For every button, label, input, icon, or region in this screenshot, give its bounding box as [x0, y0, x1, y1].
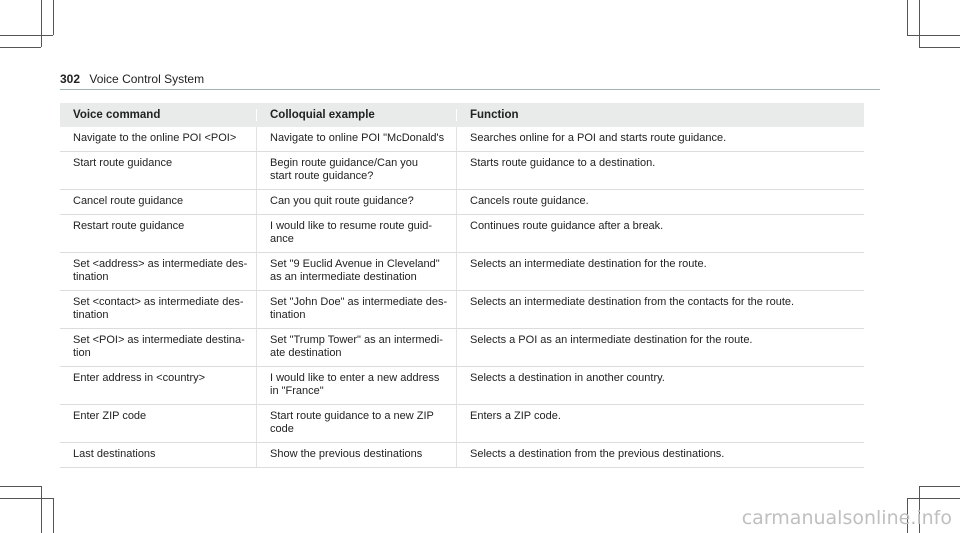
crop-mark: [0, 498, 53, 499]
table-cell: Set <address> as intermediate des- tination: [73, 258, 248, 283]
column-header: Colloquial example: [256, 109, 456, 121]
voice-command-table: [60, 103, 864, 468]
crop-mark: [0, 47, 41, 48]
table-cell: Last destinations: [73, 448, 156, 460]
crop-mark: [53, 0, 54, 35]
table-cell: I would like to resume route guid- ance: [256, 215, 456, 252]
crop-mark: [919, 486, 960, 487]
table-cell: Show the previous destinations: [256, 443, 456, 467]
page-header: [60, 72, 204, 86]
column-header: Voice command: [73, 109, 161, 121]
header-divider: [60, 89, 880, 90]
crop-mark: [53, 498, 54, 533]
crop-mark: [907, 498, 960, 499]
table-cell: Navigate to the online POI <POI>: [73, 132, 237, 144]
table-row: [60, 215, 864, 253]
table-cell: Searches online for a POI and starts route guidance.: [456, 127, 864, 151]
crop-mark: [907, 35, 960, 36]
table-row: [60, 443, 864, 468]
crop-mark: [0, 35, 53, 36]
section-title: Voice Control System: [89, 72, 205, 86]
table-cell: Navigate to online POI "McDonald's: [256, 127, 456, 151]
table-cell: Continues route guidance after a break.: [456, 215, 864, 252]
table-cell: Set <contact> as intermediate des- tination: [73, 296, 244, 321]
table-cell: Begin route guidance/Can you start route guidance?: [256, 152, 456, 189]
column-header: Function: [456, 109, 864, 121]
table-cell: Selects an intermediate destination from the contacts for the route.: [456, 291, 864, 328]
crop-mark: [41, 0, 42, 47]
table-cell: Restart route guidance: [73, 220, 185, 232]
table-row: [60, 405, 864, 443]
table-cell: Selects an intermediate destination for the route.: [456, 253, 864, 290]
table-header: [60, 103, 864, 127]
table-cell: Can you quit route guidance?: [256, 190, 456, 214]
table-cell: Selects a destination from the previous destinations.: [456, 443, 864, 467]
table-cell: I would like to enter a new address in "France": [256, 367, 456, 404]
table-cell: Set "9 Euclid Avenue in Cleveland" as an intermediate destination: [256, 253, 456, 290]
table-cell: Starts route guidance to a destination.: [456, 152, 864, 189]
table-row: [60, 152, 864, 190]
crop-mark: [907, 0, 908, 35]
crop-mark: [919, 47, 960, 48]
watermark: carmanualsonline.info: [741, 507, 952, 529]
table-row: [60, 190, 864, 215]
table-cell: Selects a POI as an intermediate destination for the route.: [456, 329, 864, 366]
table-cell: Cancel route guidance: [73, 195, 184, 207]
table-row: [60, 367, 864, 405]
table-row: [60, 253, 864, 291]
table-cell: Set "Trump Tower" as an intermedi- ate destination: [256, 329, 456, 366]
table-row: [60, 127, 864, 152]
page-number: 302: [60, 72, 81, 86]
table-cell: Set "John Doe" as intermediate des- tination: [256, 291, 456, 328]
table-cell: Set <POI> as intermediate destina- tion: [73, 334, 245, 359]
crop-mark: [919, 0, 920, 47]
table-row: [60, 329, 864, 367]
table-cell: Enter address in <country>: [73, 372, 206, 384]
table-body: [60, 127, 864, 468]
crop-mark: [41, 486, 42, 533]
table-cell: Selects a destination in another country.: [456, 367, 864, 404]
table-cell: Cancels route guidance.: [456, 190, 864, 214]
table-cell: Enter ZIP code: [73, 410, 147, 422]
table-row: [60, 291, 864, 329]
table-cell: Enters a ZIP code.: [456, 405, 864, 442]
table-cell: Start route guidance to a new ZIP code: [256, 405, 456, 442]
table-cell: Start route guidance: [73, 157, 173, 169]
crop-mark: [0, 486, 41, 487]
